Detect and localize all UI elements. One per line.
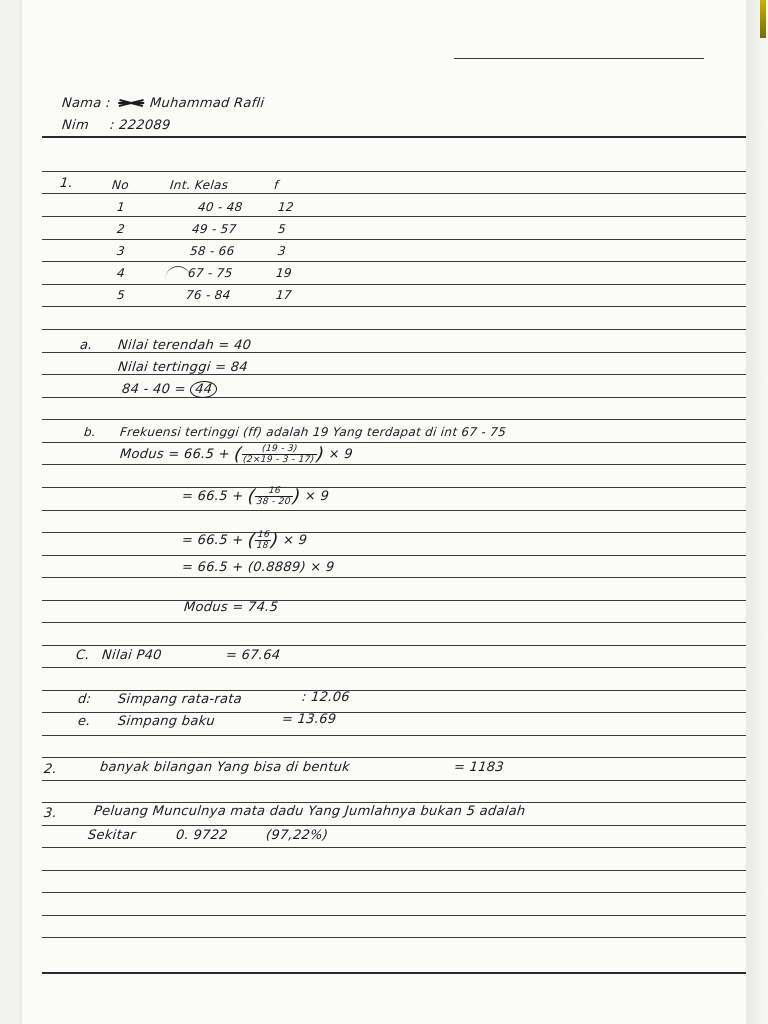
- rule-line: [42, 847, 748, 848]
- rule-line: [42, 622, 748, 623]
- part-a-label: a.: [79, 338, 94, 353]
- table-cell: 5: [277, 222, 287, 236]
- table-header-no: No: [111, 178, 130, 192]
- nim-label: Nim: [61, 118, 90, 133]
- name-label: Nama :: [61, 96, 112, 111]
- rule-line: [42, 261, 748, 262]
- rule-line: [42, 937, 748, 938]
- rule-line: [42, 555, 748, 556]
- highest-frequency-line: Frekuensi tertinggi (ff) adalah 19 Yang terdapat di int 67 - 75: [119, 425, 507, 439]
- name-scribble: [116, 96, 146, 114]
- lowest-value-line: Nilai terendah = 40: [117, 338, 252, 353]
- table-cell: 3: [277, 244, 287, 258]
- table-cell: 49 - 57: [191, 222, 238, 236]
- modus-step-2: = 66.5 + ( $\frac{16}{38 - 20}$ ) × 9: [181, 486, 330, 507]
- modus-step-3-fraction: $\frac{16}{18}$: [256, 530, 271, 551]
- rule-line: [42, 690, 748, 691]
- part-d-label: d:: [77, 692, 93, 707]
- table-header-frequency: f: [273, 178, 280, 192]
- notebook-page: [22, 0, 748, 1024]
- range-calculation: [121, 382, 218, 397]
- name-value: Muhammad Rafli: [149, 96, 266, 111]
- rule-line: [42, 532, 748, 533]
- table-cell: 58 - 66: [189, 244, 236, 258]
- range-result-circled: 44: [189, 381, 218, 398]
- table-header-interval: Int. Kelas: [169, 178, 229, 192]
- page-edge: [746, 0, 768, 1024]
- modus-fraction: $\frac{(19 - 3)}{(2\times 19 - 3 - 17)}$: [240, 444, 318, 465]
- rule-line: [42, 306, 748, 307]
- rule-line: [42, 735, 748, 736]
- rule-line: [42, 972, 748, 974]
- table-cell: 4: [116, 266, 126, 280]
- rule-line: [42, 216, 748, 217]
- highest-value-line: Nilai tertinggi = 84: [117, 360, 249, 375]
- table-cell: 67 - 75: [187, 266, 234, 280]
- rule-line: [42, 915, 748, 916]
- rule-line: [42, 136, 748, 138]
- rule-line: [42, 193, 748, 194]
- question-3-percent: (97,22%): [265, 828, 329, 843]
- modus-step-2-fraction: $\frac{16}{38 - 20}$: [254, 486, 294, 507]
- table-cell: 19: [275, 266, 293, 280]
- modus-step-3: = 66.5 + ( $\frac{16}{18}$ ) × 9: [181, 530, 308, 551]
- rule-line: [42, 487, 748, 488]
- table-cell: 1: [116, 200, 126, 214]
- rule-line: [42, 284, 748, 285]
- rule-line: [42, 870, 748, 871]
- standard-deviation-value: = 13.69: [281, 712, 338, 727]
- modus-formula-prefix: Modus = 66.5 +: [119, 447, 231, 462]
- table-cell: 40 - 48: [197, 200, 244, 214]
- rule-line: [42, 712, 748, 713]
- percentile-value: = 67.64: [225, 648, 282, 663]
- rule-line: [42, 667, 748, 668]
- nim-value: : 222089: [109, 118, 172, 133]
- crossed-out-scribble-icon: [116, 96, 145, 110]
- rule-line: [42, 171, 748, 172]
- binder-tab: [760, 0, 766, 38]
- table-cell: 76 - 84: [185, 288, 232, 302]
- rule-line: [42, 780, 748, 781]
- rule-line: [42, 802, 748, 803]
- rule-line: [42, 329, 748, 330]
- rule-line: [42, 510, 748, 511]
- table-cell: 12: [277, 200, 295, 214]
- part-c-label: C.: [75, 648, 91, 663]
- question-3-line-1: Peluang Munculnya mata dadu Yang Jumlahnya bukan 5 adalah: [93, 804, 527, 819]
- rule-line: [42, 419, 748, 420]
- mean-deviation-label: Simpang rata-rata: [117, 692, 243, 707]
- table-cell: 2: [116, 222, 126, 236]
- modus-formula: Modus = 66.5 + ( $\frac{(19 - 3)}{(2\times 19 - 3 - 17)}$ ) × 9: [119, 444, 354, 465]
- part-b-label: b.: [83, 425, 97, 439]
- standard-deviation-label: Simpang baku: [117, 714, 216, 729]
- modus-result: Modus = 74.5: [183, 600, 279, 615]
- rule-line: [454, 58, 704, 59]
- table-cell: 5: [116, 288, 126, 302]
- rule-line: [42, 825, 748, 826]
- question-1-number: 1.: [59, 176, 74, 191]
- rule-line: [42, 600, 748, 601]
- percentile-label: Nilai P40: [101, 648, 163, 663]
- rule-line: [42, 239, 748, 240]
- range-expression: 84 - 40 =: [121, 382, 187, 397]
- question-3-probability: 0. 9722: [175, 828, 229, 843]
- modus-step-4: = 66.5 + (0.8889) × 9: [181, 560, 336, 575]
- question-2-number: 2.: [43, 762, 58, 777]
- question-3-prefix: Sekitar: [87, 828, 137, 843]
- question-2-text: banyak bilangan Yang bisa di bentuk: [99, 760, 351, 775]
- table-cell: 17: [275, 288, 293, 302]
- rule-line: [42, 892, 748, 893]
- multiply-nine: × 9: [327, 447, 354, 462]
- question-2-answer: = 1183: [453, 760, 505, 775]
- rule-line: [42, 397, 748, 398]
- part-e-label: e.: [77, 714, 92, 729]
- rule-line: [42, 645, 748, 646]
- rule-line: [42, 442, 748, 443]
- rule-line: [42, 757, 748, 758]
- mean-deviation-value: : 12.06: [301, 690, 351, 705]
- question-3-number: 3.: [43, 806, 58, 821]
- table-cell: 3: [116, 244, 126, 258]
- rule-line: [42, 577, 748, 578]
